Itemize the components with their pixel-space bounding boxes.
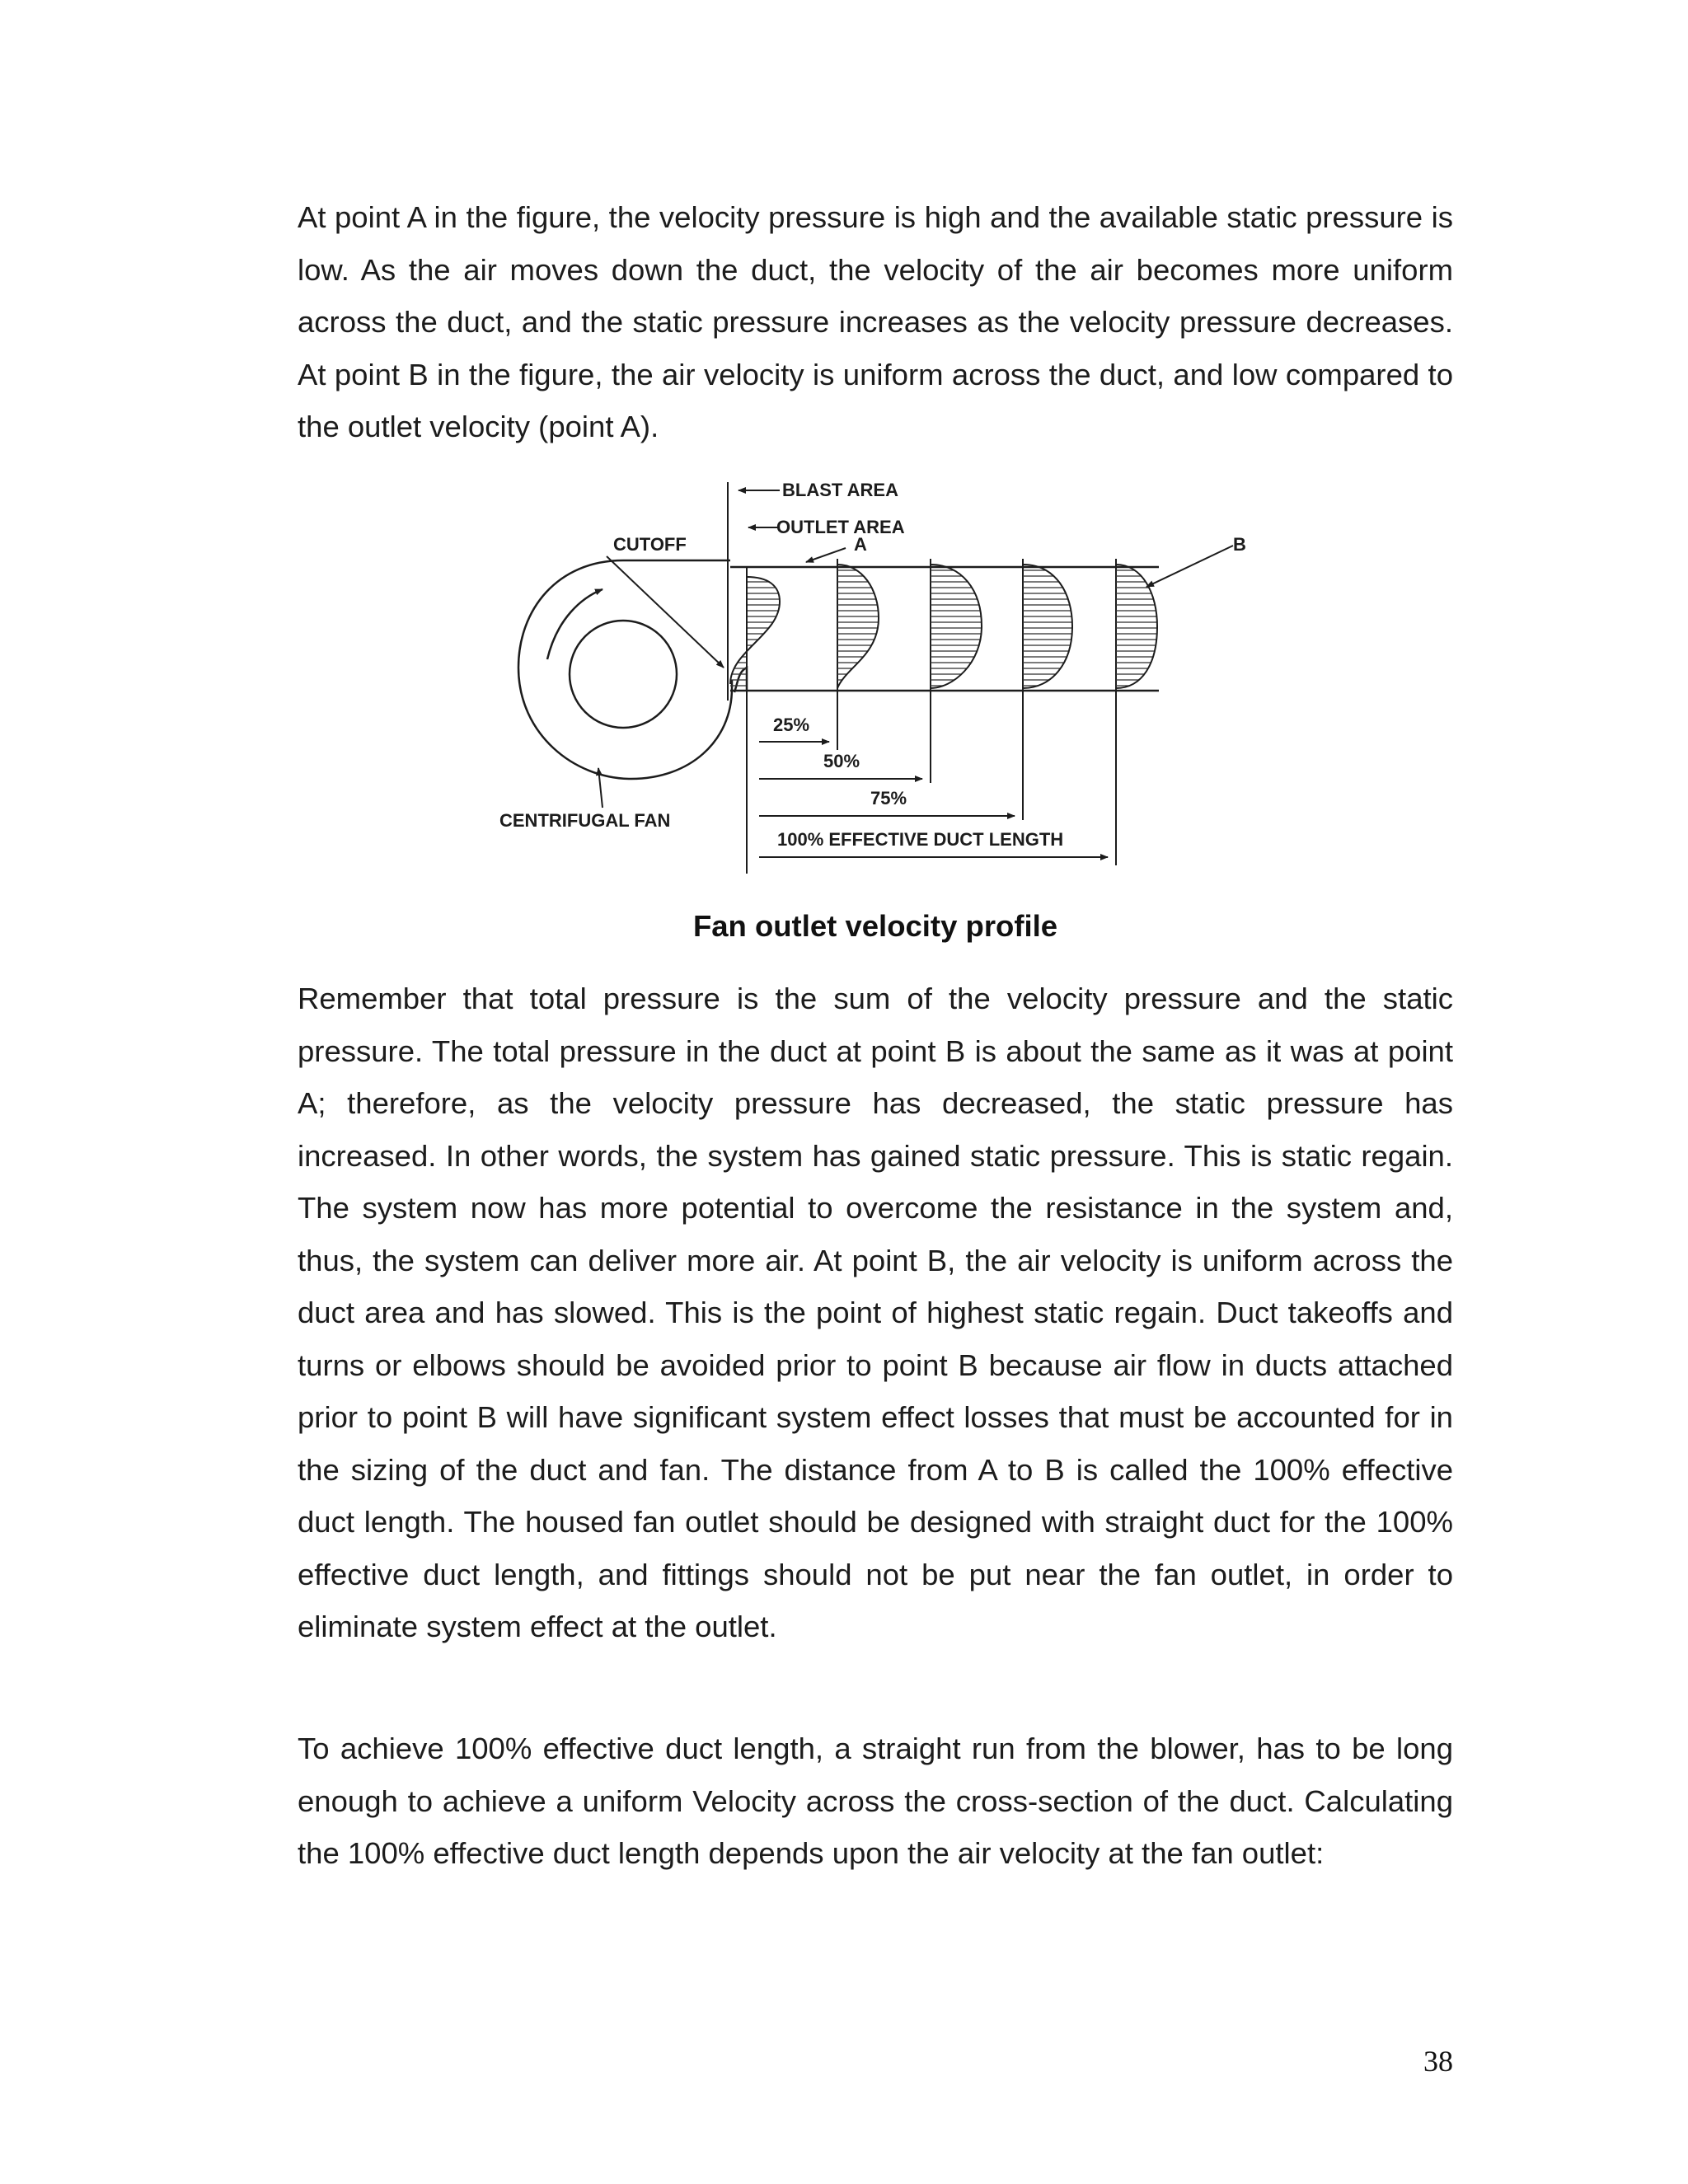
velocity-profiles bbox=[730, 559, 1161, 691]
velocity-profile-diagram bbox=[491, 470, 1258, 874]
figure-caption: Fan outlet velocity profile bbox=[692, 909, 1058, 943]
dimension-75-label: 75% bbox=[870, 788, 907, 808]
outlet-area-label: OUTLET AREA bbox=[776, 517, 905, 537]
paragraph-point-a-b-intro: At point A in the figure, the velocity pressure is high and the available static pressure is low. As the air moves down the duct, the velocity of the air becomes more uniform across the duct, and the static pressure increases as the velocity pressure decreases. At point B in the figure, the air velocity is uniform across the duct, and low compared to the outlet velocity (point A). bbox=[298, 200, 1453, 443]
centrifugal-fan-label: CENTRIFUGAL FAN bbox=[499, 810, 671, 831]
paragraph-effective-duct-length: To achieve 100% effective duct length, a straight run from the blower, has to be long enough to achieve a uniform Velocity across the cross-section of the duct. Calculating the 100% effective duct length depends upon the air velocity at the fan outlet: bbox=[298, 1732, 1453, 1870]
dimension-50-label: 50% bbox=[823, 751, 860, 771]
fan-housing bbox=[518, 560, 732, 779]
dimension-25-label: 25% bbox=[773, 715, 810, 735]
point-a-label: A bbox=[854, 534, 867, 555]
page-number: 38 bbox=[1423, 2045, 1453, 2078]
blast-area-label: BLAST AREA bbox=[782, 480, 898, 500]
cutoff-label: CUTOFF bbox=[613, 534, 687, 555]
fan-wheel bbox=[570, 621, 677, 728]
paragraph-static-regain: Remember that total pressure is the sum of the velocity pressure and the static pressure. The total pressure in the duct at point B is about the same as it was at point A; therefore, as the velocity pressure has decreased, the static pressure has increased. In other words, the system has gained static pressure. This is static regain. The system now has more potential to overcome the resistance in the system and, thus, the system can deliver more air. At point B, the air velocity is uniform across the duct area and has slowed. This is the point of highest static regain. Duct takeoffs and turns or elbows should be avoided prior to point B because air flow in ducts attached prior to point B will have significant system effect losses that must be accounted for in the sizing of the duct and fan. The distance from A to B is called the 100% effective duct length. The housed fan outlet should be designed with straight duct for the 100% effective duct length, and fittings should not be put near the fan outlet, in order to eliminate system effect at the outlet. bbox=[298, 982, 1453, 1643]
point-b-label: B bbox=[1233, 534, 1246, 555]
dimension-100-label: 100% EFFECTIVE DUCT LENGTH bbox=[777, 829, 1064, 850]
fan-outlet-velocity-figure bbox=[491, 470, 1258, 874]
